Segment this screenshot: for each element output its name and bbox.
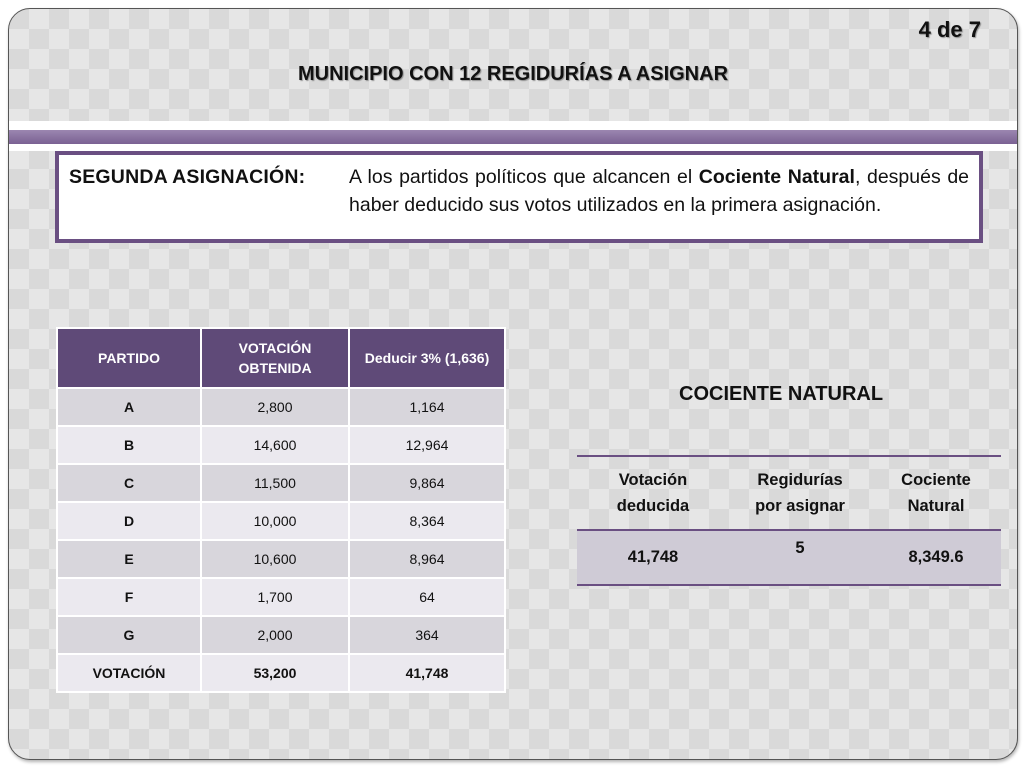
table-row [57, 616, 505, 654]
definition-label: SEGUNDA ASIGNACIÓN: [69, 166, 306, 188]
deducted-cell: 1,164 [349, 388, 505, 426]
party-cell: G [57, 616, 201, 654]
deducted-votes-value: 41,748 [577, 530, 729, 585]
party-cell: C [57, 464, 201, 502]
header-line: Cociente [901, 471, 971, 489]
cociente-values-row [577, 530, 1001, 585]
total-row [57, 654, 505, 692]
votes-table [56, 327, 506, 693]
total-votes-cell: 53,200 [201, 654, 349, 692]
deducted-cell: 12,964 [349, 426, 505, 464]
party-cell: E [57, 540, 201, 578]
party-cell: F [57, 578, 201, 616]
deducted-cell: 364 [349, 616, 505, 654]
purple-stripe [9, 130, 1017, 144]
votes-table-header [57, 328, 505, 388]
table-row [57, 426, 505, 464]
deducted-cell: 9,864 [349, 464, 505, 502]
votes-cell: 1,700 [201, 578, 349, 616]
votes-cell: 10,000 [201, 502, 349, 540]
header-line: Natural [907, 497, 965, 515]
votes-cell: 10,600 [201, 540, 349, 578]
table-row [57, 578, 505, 616]
page-indicator: 4 de 7 [918, 17, 981, 42]
col-header-votes: VOTACIÓN OBTENIDA [201, 328, 349, 388]
cociente-header-seats [729, 456, 871, 530]
party-cell: B [57, 426, 201, 464]
table-row [57, 388, 505, 426]
definition-box [55, 151, 983, 243]
definition-text [349, 163, 969, 219]
page-title: MUNICIPIO CON 12 REGIDURÍAS A ASIGNAR [297, 63, 729, 85]
slide [8, 8, 1018, 760]
party-cell: A [57, 388, 201, 426]
table-row [57, 540, 505, 578]
col-header-party: PARTIDO [57, 328, 201, 388]
table-row [57, 502, 505, 540]
cociente-header-quotient [871, 456, 1001, 530]
deducted-cell: 8,364 [349, 502, 505, 540]
definition-text-start: A los partidos políticos que alcancen el [349, 166, 699, 188]
definition-text-end: , después de haber deducido sus votos utilizados en la primera asignación. [349, 166, 970, 216]
deducted-cell: 8,964 [349, 540, 505, 578]
quotient-value: 8,349.6 [871, 530, 1001, 585]
table-row [57, 464, 505, 502]
votes-cell: 11,500 [201, 464, 349, 502]
votes-cell: 2,000 [201, 616, 349, 654]
party-cell: D [57, 502, 201, 540]
cociente-title: COCIENTE NATURAL [679, 383, 884, 405]
total-deducted-cell: 41,748 [349, 654, 505, 692]
header-line: Regidurías [757, 471, 843, 489]
seats-value: 5 [729, 530, 871, 585]
header-line: deducida [616, 497, 690, 515]
cociente-table [577, 455, 1001, 586]
cociente-header-votes [577, 456, 729, 530]
title-divider-band [9, 121, 1017, 151]
header-line: por asignar [755, 497, 845, 515]
definition-text-bold: Cociente Natural [698, 166, 855, 188]
col-header-deducted: Deducir 3% (1,636) [349, 328, 505, 388]
votes-cell: 2,800 [201, 388, 349, 426]
total-label-cell: VOTACIÓN [57, 654, 201, 692]
cociente-table-header [577, 456, 1001, 530]
votes-cell: 14,600 [201, 426, 349, 464]
deducted-cell: 64 [349, 578, 505, 616]
header-line: Votación [618, 471, 688, 489]
